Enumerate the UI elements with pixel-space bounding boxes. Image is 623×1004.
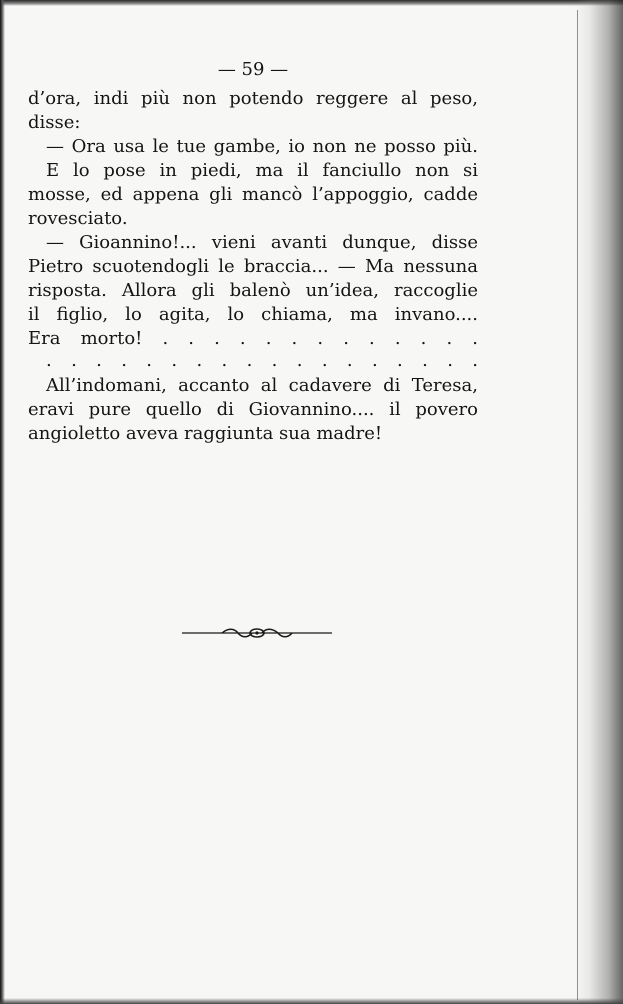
text-line-13: eravi pure quello di Giovannino.... il povero (28, 399, 478, 420)
text-line-5: mosse, ed appena gli mancò l’appoggio, cadde (28, 184, 478, 205)
ornament-divider (182, 624, 332, 642)
page-fold-line (577, 10, 578, 1000)
text-line-10: il figlio, lo agita, lo chiama, ma invano.... (28, 304, 478, 325)
dotted-line: . . . . . . . . . . . . . . . . . . (46, 350, 478, 371)
text-line-1: d’ora, indi più non potendo reggere al peso, (28, 88, 478, 109)
text-line-6: rovesciato. (28, 208, 128, 229)
scan-edge-top (0, 0, 623, 6)
text-line-4: E lo pose in piedi, ma il fanciullo non si (46, 160, 478, 181)
text-line-8: Pietro scuotendogli le braccia... — Ma nessuna (28, 256, 478, 277)
text-line-14: angioletto aveva raggiunta sua madre! (28, 423, 383, 444)
text-line-2: disse: (28, 112, 81, 133)
text-line-3: — Ora usa le tue gambe, io non ne posso più. (46, 136, 478, 157)
scan-edge-left (0, 0, 5, 1004)
text-line-12: All’indomani, accanto al cadavere di Teresa, (46, 375, 478, 396)
scan-edge-right (575, 0, 623, 1004)
text-line-11: Era morto! . . . . . . . . . . . . . (28, 328, 478, 349)
page-number: — 59 — (217, 59, 289, 80)
text-line-9: risposta. Allora gli balenò un’idea, raccoglie (28, 280, 478, 301)
scan-edge-bottom (0, 998, 623, 1004)
text-line-7: — Gioannino!... vieni avanti dunque, disse (46, 232, 478, 253)
